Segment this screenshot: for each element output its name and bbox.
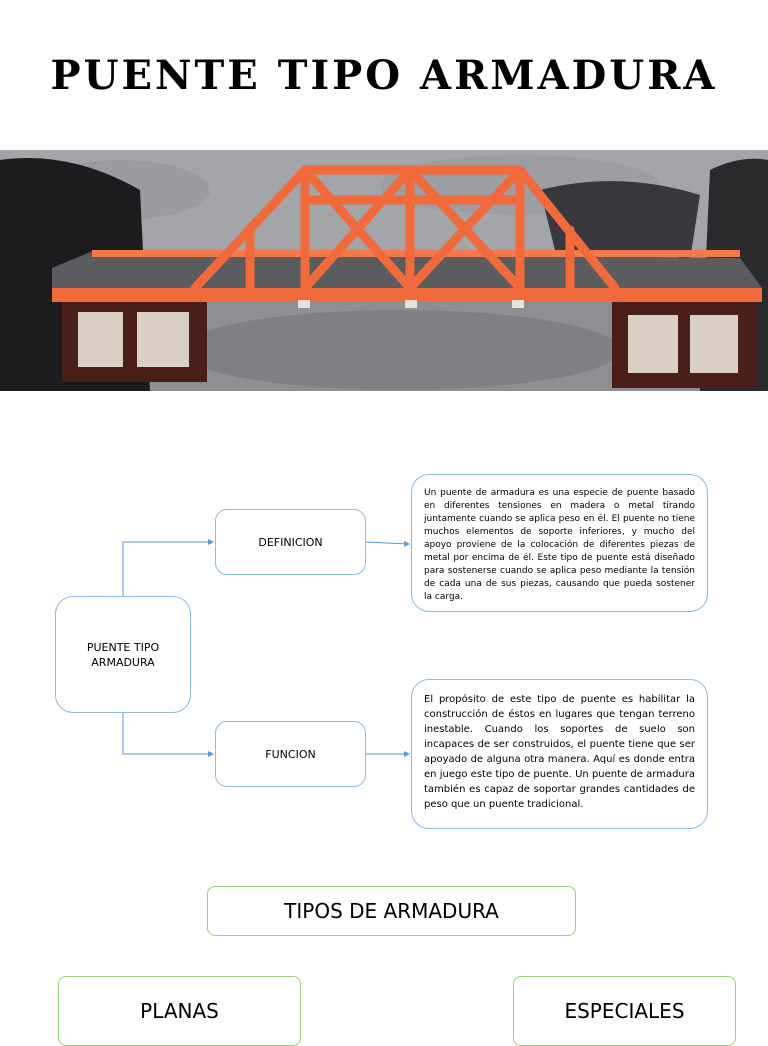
definicion-text: Un puente de armadura es una especie de puente basado en diferentes tensiones en madera o metal tirando juntamente cuando se aplica peso en él. El puente no tiene muchos elementos de soporte inferiores, y mucho del apoyo proviene de la colocación de diferentes piezas de metal por encima de él. Este tipo de puente está diseñado para sostenerse cuando se aplica peso mediante la tensión de cada una de sus piezas, causando que pueda sostener la carga.: [424, 488, 695, 602]
type-planas-box: [58, 976, 301, 1046]
connector-definicion-text: [366, 542, 409, 544]
definicion-node: [215, 509, 366, 575]
types-heading: TIPOS DE ARMADURA: [284, 899, 499, 923]
root-node: [55, 596, 191, 713]
types-heading-box: [207, 886, 576, 936]
definicion-label: DEFINICION: [258, 535, 323, 549]
root-node-label: PUENTE TIPO ARMADURA: [86, 640, 160, 669]
funcion-node: [215, 721, 366, 787]
definicion-text-box: [411, 474, 708, 612]
type-especiales-label: ESPECIALES: [564, 999, 685, 1023]
connector-root-definicion: [123, 542, 213, 596]
funcion-text-box: [411, 679, 708, 829]
funcion-text: El propósito de este tipo de puente es habilitar la construcción de éstos en lugares que tengan terreno inestable. Cuando los soportes de suelo son incapaces de ser construidos, el puente tiene que ser apoyado de alguna otra manera. Aquí es donde entra en juego este tipo de puente. Un puente de armadura también es capaz de soportar grandes cantidades de peso que un puente tradicional.: [424, 694, 695, 810]
connector-root-funcion: [123, 713, 213, 754]
funcion-label: FUNCION: [265, 747, 316, 761]
page-title: PUENTE TIPO ARMADURA: [50, 52, 718, 99]
type-planas-label: PLANAS: [140, 999, 219, 1023]
type-especiales-box: [513, 976, 736, 1046]
